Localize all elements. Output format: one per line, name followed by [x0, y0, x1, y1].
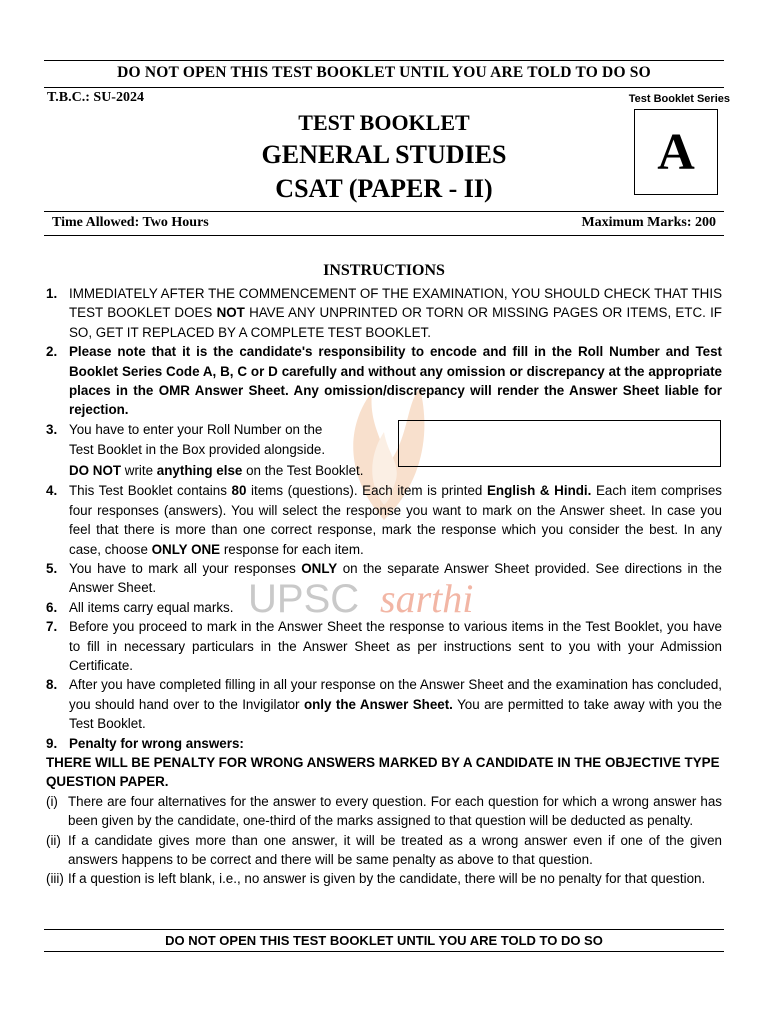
watermark-brand-left: UPSC [248, 577, 360, 621]
instruction-9: 9. Penalty for wrong answers: [46, 735, 244, 751]
meta-rule-bottom [44, 235, 724, 236]
booklet-title: TEST BOOKLET [298, 110, 470, 135]
instruction-5: 5. You have to mark all your responses ONLY on the separate Answer Sheet provided. See directions in the Answer Sheet. [46, 560, 722, 596]
bottom-rule-2 [44, 951, 724, 952]
top-rule [44, 60, 724, 61]
instruction-4: 4. This Test Booklet contains 80 items (questions). Each item is printed English & Hindi. Each item comprises four responses (answers). You will select the response you want to mark on the Answer sheet. In case you feel that there is more than one correct response, mark the response which you consider the best. In any case, choose ONLY ONE response for each item. [46, 483, 722, 557]
meta-rule-top [44, 211, 724, 212]
penalty-rule-1: (i) There are four alternatives for the answer to every question. For each question for which a wrong answer has been given by the candidate, one-third of the marks assigned to that question will be deducted as penalty. [46, 793, 722, 829]
instruction-8: 8. After you have completed filling in all your response on the Answer Sheet and the examination has concluded, you should hand over to the Invigilator only the Answer Sheet. You are permitted to take away with you the Test Booklet. [46, 677, 722, 732]
series-label: Test Booklet Series [628, 93, 730, 105]
instruction-1: 1. IMMEDIATELY AFTER THE COMMENCEMENT OF THE EXAMINATION, YOU SHOULD CHECK THAT THIS TEST BOOKLET DOES NOT HAVE ANY UNPRINTED OR TORN OR MISSING PAGES OR ITEMS, ETC. IF SO, GET IT REPLACED BY A COMPLETE TEST BOOKLET. [46, 286, 722, 340]
penalty-rule-3: (iii) If a question is left blank, i.e., no answer is given by the candidate, there will be no penalty for that question. [46, 871, 706, 887]
top-rule-2 [44, 87, 724, 88]
instruction-2: 2. Please note that it is the candidate's responsibility to encode and fill in the Roll Number and Test Booklet Series Code A, B, C or D carefully and without any omission or discrepancy at the appropriate places in the OMR Answer Sheet. Any omission/discrepancy will render the Answer Sheet liable for rejection. [46, 344, 722, 418]
paper-title: CSAT (PAPER - II) [275, 174, 493, 203]
instructions-list [46, 284, 722, 889]
instruction-6: 6. All items carry equal marks. [46, 599, 234, 615]
penalty-notice: THERE WILL BE PENALTY FOR WRONG ANSWERS MARKED BY A CANDIDATE IN THE OBJECTIVE TYPE QUESTION PAPER. [46, 755, 720, 790]
instruction-3: 3. You have to enter your Roll Number on the Test Booklet in the Box provided alongside. DO NOT write anything else on the Test Booklet. [46, 421, 364, 478]
series-letter-box: A [634, 109, 718, 195]
subject-title: GENERAL STUDIES [261, 140, 507, 169]
top-warning: DO NOT OPEN THIS TEST BOOKLET UNTIL YOU ARE TOLD TO DO SO [117, 64, 651, 81]
max-marks: Maximum Marks: 200 [581, 215, 716, 230]
tbc-code: T.B.C.: SU-2024 [47, 90, 144, 105]
watermark-brand-right: sarthi [380, 576, 474, 621]
time-allowed: Time Allowed: Two Hours [52, 215, 209, 230]
bottom-rule [44, 929, 724, 930]
instruction-7: 7. Before you proceed to mark in the Answer Sheet the response to various items in the Test Booklet, you have to fill in necessary particulars in the Answer Sheet as per instructions sent to you with your Admission Certificate. [46, 619, 722, 673]
instructions-heading: INSTRUCTIONS [323, 262, 445, 279]
bottom-warning: DO NOT OPEN THIS TEST BOOKLET UNTIL YOU ARE TOLD TO DO SO [165, 933, 603, 948]
penalty-rule-2: (ii) If a candidate gives more than one answer, it will be treated as a wrong answer even if one of the given answers happens to be correct and there will be same penalty as above to that question. [46, 832, 722, 868]
